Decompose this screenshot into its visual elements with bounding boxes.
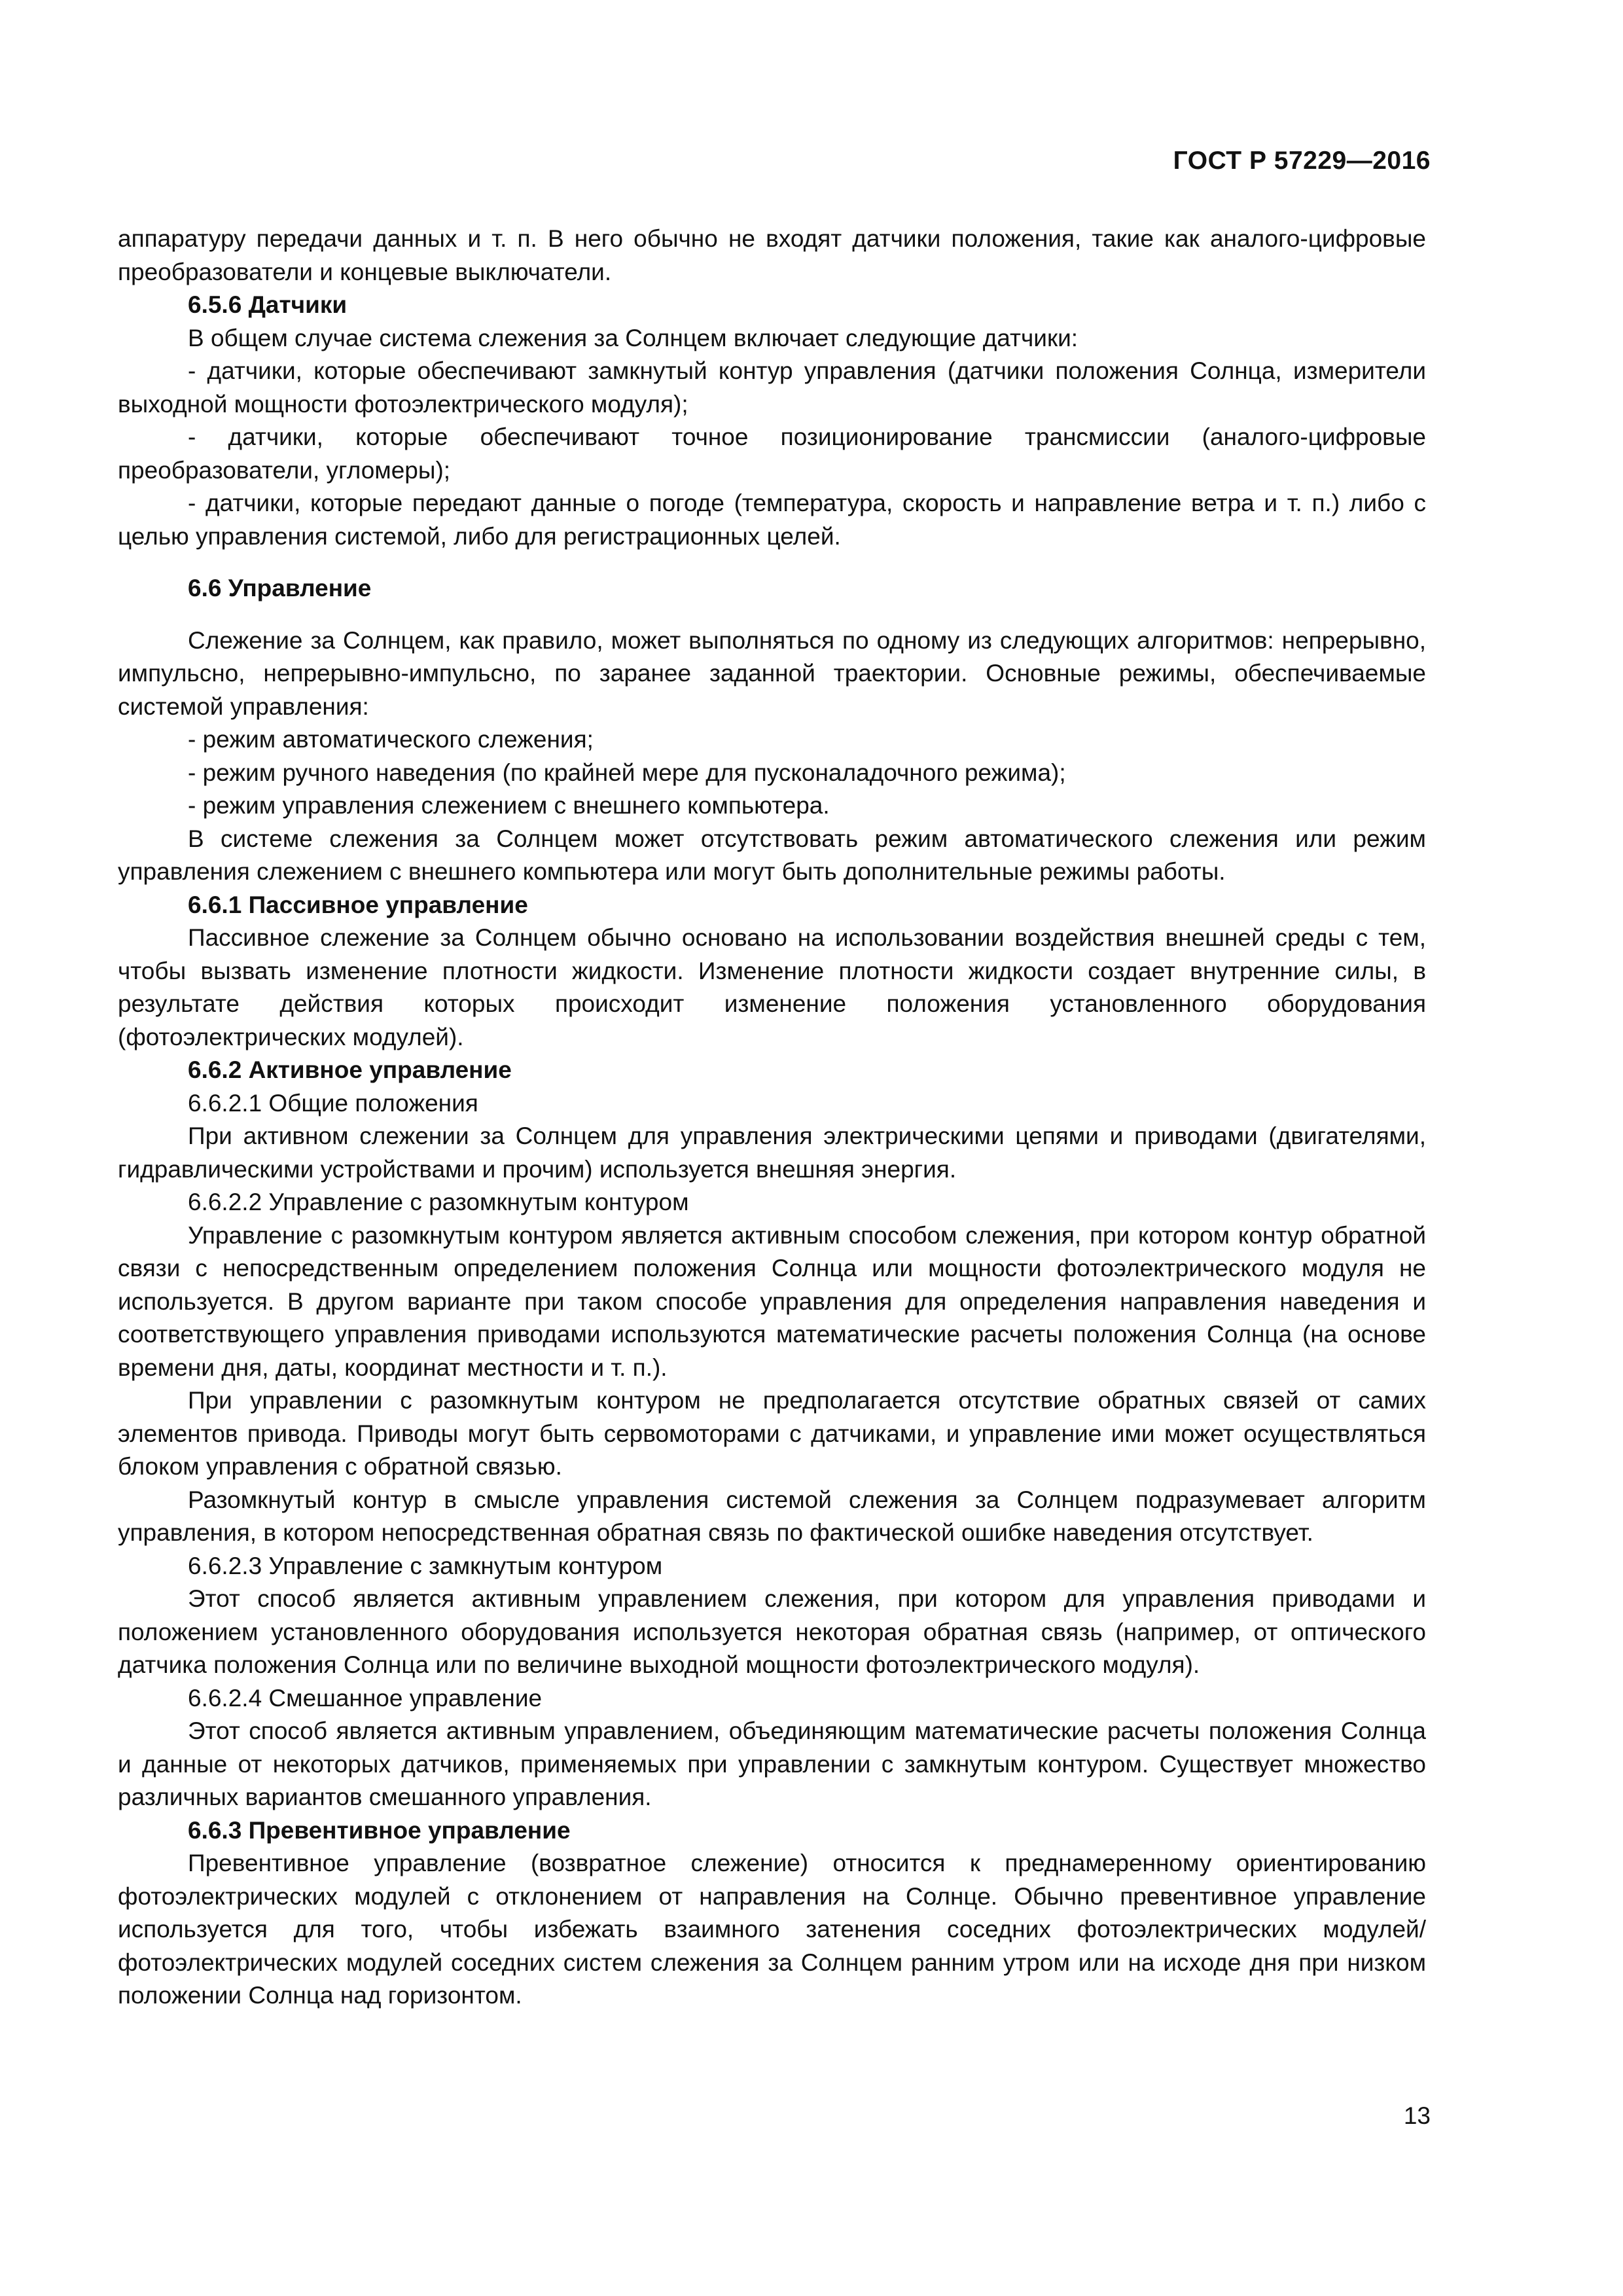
subsection-heading-6-6-2-1: 6.6.2.1 Общие положения	[188, 1089, 478, 1117]
body-paragraph: Управление с разомкнутым контуром является активным способом слежения, при котором контур обратной связи с непосредственным определением положения Солнца или мощности фотоэлектрического модуля не используется. В другом варианте при таком способе управления для определения направления наведения и соответствующего управления приводами используются математические расчеты положения Солнца (на основе времени дня, даты, координат местности и т. п.).	[118, 1221, 1426, 1381]
body-paragraph: Разомкнутый контур в смысле управления системой слежения за Солнцем подразумевает алгоритм управления, в котором непосредственная обратная связь по фактической ошибке наведения отсутствует.	[118, 1486, 1426, 1546]
list-item: - режим автоматического слежения;	[188, 726, 594, 753]
list-item: - датчики, которые обеспечивают замкнутый контур управления (датчики положения Солнца, измерители выходной мощности фотоэлектрического модуля);	[118, 357, 1426, 418]
body-paragraph: Этот способ является активным управлением, объединяющим математические расчеты положения Солнца и данные от некоторых датчиков, применяемых при управлении с замкнутым контуром. Существует множество различных вариантов смешанного управления.	[118, 1717, 1426, 1810]
list-item: - датчики, которые передают данные о погоде (температура, скорость и направление ветра и т. п.) либо с целью управления системой, либо для регистрационных целей.	[118, 490, 1426, 550]
body-paragraph: Превентивное управление (возвратное слежение) относится к преднамеренному ориентированию фотоэлектрических модулей с отклонением от направления на Солнце. Обычно превентивное управление используется для того, чтобы избежать взаимного затенения соседних фотоэлектрических модулей/фотоэлектрических модулей соседних систем слежения за Солнцем ранним утром или на исходе дня при низком положении Солнца над горизонтом.	[118, 1850, 1426, 2009]
subsection-heading-6-6-2-3: 6.6.2.3 Управление с замкнутым контуром	[188, 1552, 663, 1579]
section-heading-6-6-1: 6.6.1 Пассивное управление	[188, 891, 528, 918]
section-heading-6-5-6: 6.5.6 Датчики	[188, 291, 348, 318]
body-paragraph: В общем случае система слежения за Солнцем включает следующие датчики:	[188, 324, 1079, 351]
page-number: 13	[1403, 2102, 1431, 2129]
subsection-heading-6-6-2-2: 6.6.2.2 Управление с разомкнутым контуром	[188, 1189, 689, 1215]
body-paragraph: При активном слежении за Солнцем для управления электрическими цепями и приводами (двигателями, гидравлическими устройствами и прочим) используется внешняя энергия.	[118, 1122, 1426, 1183]
body-paragraph: Слежение за Солнцем, как правило, может выполняться по одному из следующих алгоритмов: непрерывно, импульсно, непрерывно-импульсно, по заранее заданной траектории. Основные режимы, обеспечиваемые системой управления:	[118, 626, 1426, 720]
list-item: - режим ручного наведения (по крайней мере для пусконаладочного режима);	[188, 759, 1066, 786]
continued-paragraph: аппаратуру передачи данных и т. п. В него обычно не входят датчики положения, такие как аналого-цифровые преобразователи и концевые выключатели.	[118, 225, 1426, 285]
standard-designation: ГОСТ Р 57229—2016	[1173, 147, 1431, 175]
subsection-heading-6-6-2-4: 6.6.2.4 Смешанное управление	[188, 1684, 543, 1712]
document-body	[118, 223, 1426, 2013]
section-heading-6-6-3: 6.6.3 Превентивное управление	[188, 1816, 571, 1844]
body-paragraph: Пассивное слежение за Солнцем обычно основано на использовании воздействия внешней среды с тем, чтобы вызвать изменение плотности жидкости. Изменение плотности жидкости создает внутренние силы, в результате действия которых происходит изменение положения установленного оборудования (фотоэлектрических модулей).	[118, 924, 1426, 1050]
list-item: - режим управления слежением с внешнего компьютера.	[188, 792, 830, 819]
list-item: - датчики, которые обеспечивают точное позиционирование трансмиссии (аналого-цифровые преобразователи, угломеры);	[118, 423, 1426, 484]
body-paragraph: В системе слежения за Солнцем может отсутствовать режим автоматического слежения или режим управления слежением с внешнего компьютера или могут быть дополнительные режимы работы.	[118, 825, 1426, 885]
section-heading-6-6-2: 6.6.2 Активное управление	[188, 1056, 512, 1083]
body-paragraph: Этот способ является активным управлением слежения, при котором для управления приводами и положением установленного оборудования используется некоторая обратная связь (например, от оптического датчика положения Солнца или по величине выходной мощности фотоэлектрического модуля).	[118, 1585, 1426, 1678]
body-paragraph: При управлении с разомкнутым контуром не предполагается отсутствие обратных связей от самих элементов привода. Приводы могут быть сервомоторами с датчиками, и управление ими может осуществляться блоком управления с обратной связью.	[118, 1387, 1426, 1480]
section-heading-6-6: 6.6 Управление	[188, 575, 372, 601]
